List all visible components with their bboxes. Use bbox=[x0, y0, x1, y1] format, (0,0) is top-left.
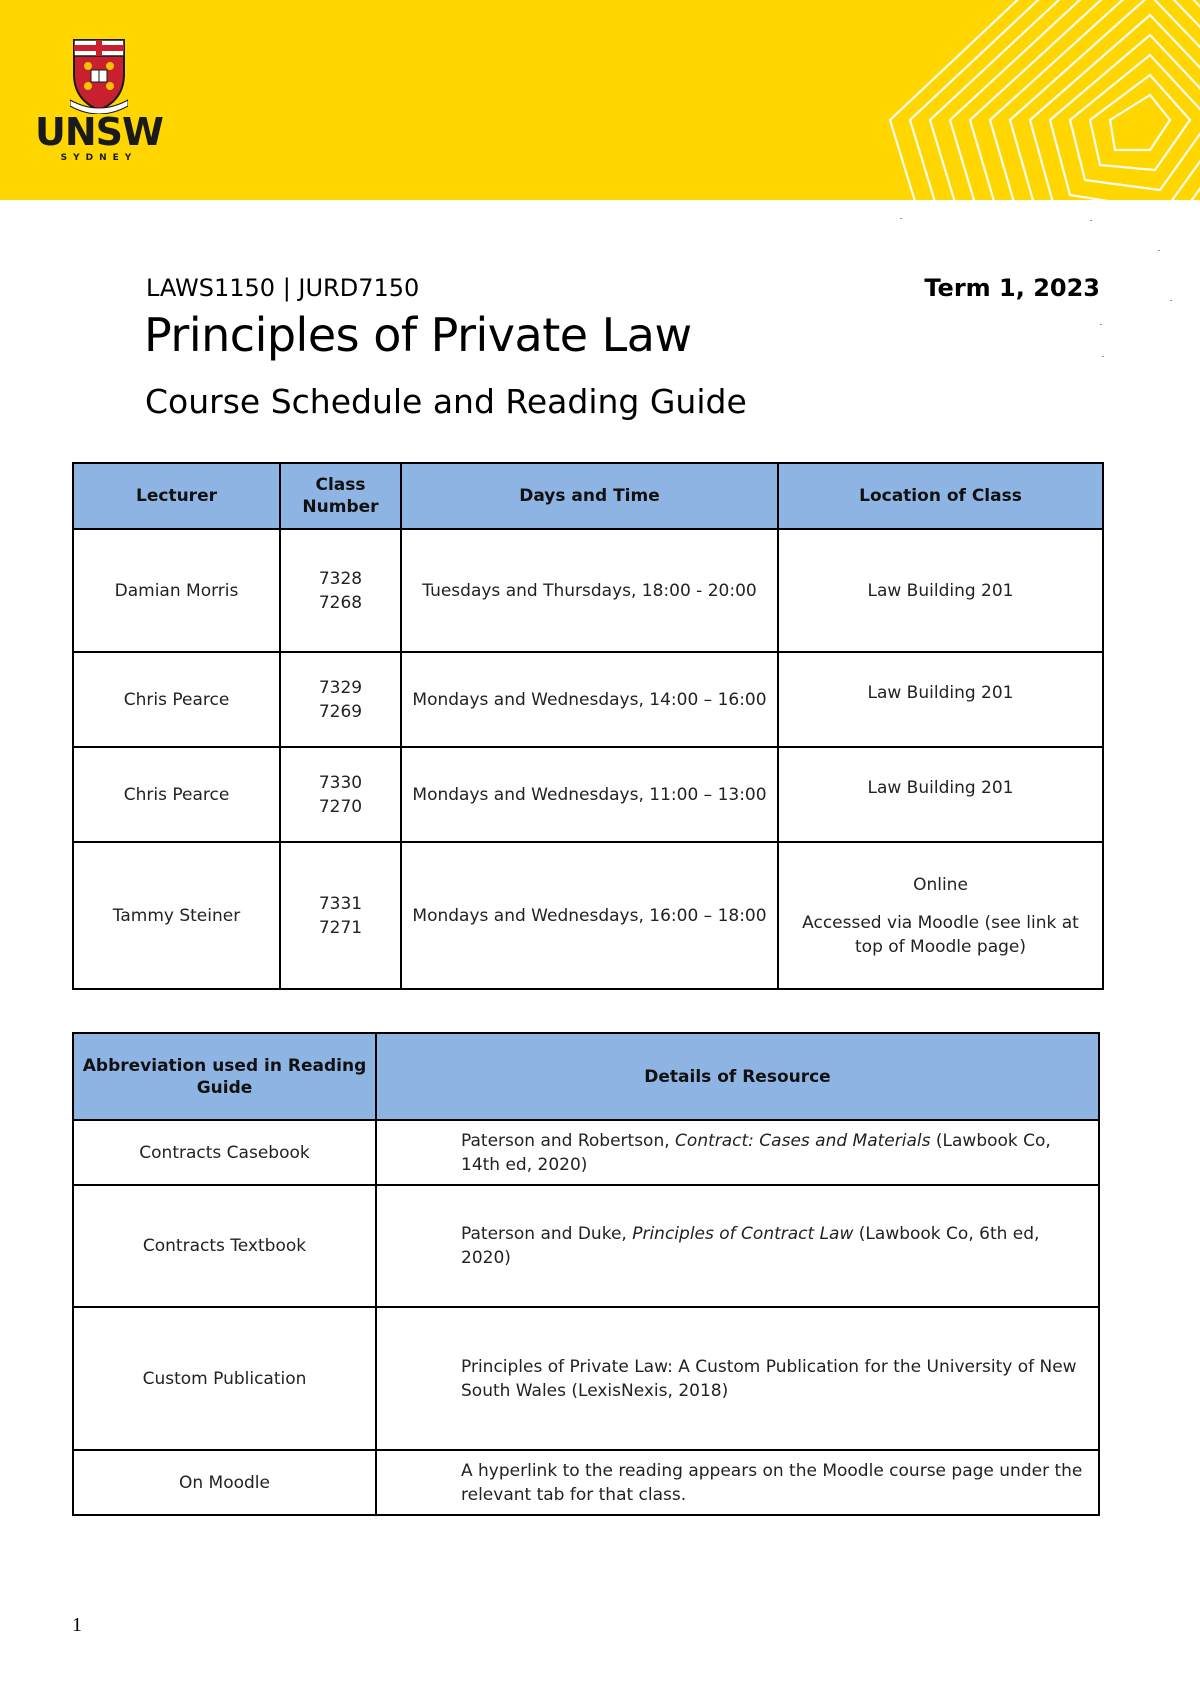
abbreviation-cell: Custom Publication bbox=[73, 1307, 376, 1450]
class-number-cell bbox=[280, 652, 401, 747]
class-number: 7270 bbox=[318, 796, 363, 817]
header-location: Location of Class bbox=[778, 463, 1103, 529]
location-cell: Law Building 201 bbox=[778, 747, 1103, 842]
details-text: (Lawbook Co, 6th ed, 2020) bbox=[461, 1224, 1040, 1268]
class-number-cell bbox=[280, 529, 401, 652]
table-row bbox=[73, 529, 1103, 652]
class-number: 7269 bbox=[318, 701, 363, 722]
abbreviation-cell: Contracts Casebook bbox=[73, 1120, 376, 1185]
class-number: 7328 bbox=[318, 568, 363, 589]
table-row bbox=[73, 1307, 1099, 1450]
location-cell bbox=[778, 842, 1103, 989]
course-term: Term 1, 2023 bbox=[924, 274, 1100, 302]
details-text: Paterson and Robertson, bbox=[461, 1130, 676, 1151]
details-text: Paterson and Duke, bbox=[461, 1224, 633, 1244]
details-text: (Lawbook Co, 14th ed, 2020) bbox=[461, 1130, 1051, 1175]
lecturer-cell: Tammy Steiner bbox=[73, 842, 280, 989]
header-banner bbox=[0, 0, 1200, 200]
schedule-header-row bbox=[73, 463, 1103, 529]
location-note: Accessed via Moodle (see link at top of Moodle page) bbox=[802, 912, 1079, 957]
lecturer-cell: Chris Pearce bbox=[73, 747, 280, 842]
resources-table bbox=[72, 1032, 1100, 1516]
abbreviation-cell: On Moodle bbox=[73, 1450, 376, 1515]
table-row bbox=[73, 1120, 1099, 1185]
logo-city: SYDNEY bbox=[60, 153, 138, 163]
details-text: A hyperlink to the reading appears on the Moodle course page under the relevant tab for that class. bbox=[461, 1460, 1083, 1505]
table-row bbox=[73, 1450, 1099, 1515]
page-number: 1 bbox=[72, 1614, 82, 1636]
class-number: 7331 bbox=[318, 893, 363, 914]
location-text: Online bbox=[913, 874, 968, 895]
days-time-cell: Tuesdays and Thursdays, 18:00 - 20:00 bbox=[401, 529, 778, 652]
days-time-cell: Mondays and Wednesdays, 11:00 – 13:00 bbox=[401, 747, 778, 842]
class-number-cell bbox=[280, 842, 401, 989]
days-time-cell: Mondays and Wednesdays, 14:00 – 16:00 bbox=[401, 652, 778, 747]
details-title: Principles of Contract Law bbox=[632, 1224, 854, 1244]
course-codes: LAWS1150 | JURD7150 bbox=[146, 274, 420, 302]
crest-icon bbox=[70, 34, 128, 114]
class-number: 7330 bbox=[318, 772, 363, 793]
lecturer-cell: Chris Pearce bbox=[73, 652, 280, 747]
geometric-pattern bbox=[820, 0, 1200, 200]
header-days-time: Days and Time bbox=[401, 463, 778, 529]
class-number: 7268 bbox=[318, 592, 363, 613]
header-abbreviation: Abbreviation used in Reading Guide bbox=[73, 1033, 376, 1120]
resources-header-row bbox=[73, 1033, 1099, 1120]
details-cell bbox=[376, 1120, 1099, 1185]
unsw-logo bbox=[34, 34, 164, 168]
schedule-table bbox=[72, 462, 1104, 990]
table-row bbox=[73, 747, 1103, 842]
page-title: Principles of Private Law bbox=[144, 308, 692, 362]
abbreviation-cell: Contracts Textbook bbox=[73, 1185, 376, 1307]
table-row bbox=[73, 652, 1103, 747]
location-cell: Law Building 201 bbox=[778, 652, 1103, 747]
header-class-number: Class Number bbox=[280, 463, 401, 529]
table-row bbox=[73, 842, 1103, 989]
details-text: Principles of Private Law: A Custom Publication for the University of New South Wales (LexisNexis, 2018) bbox=[461, 1356, 1077, 1401]
details-title: Contract: Cases and Materials bbox=[675, 1130, 931, 1151]
days-time-cell: Mondays and Wednesdays, 16:00 – 18:00 bbox=[401, 842, 778, 989]
lecturer-cell: Damian Morris bbox=[73, 529, 280, 652]
details-cell bbox=[376, 1450, 1099, 1515]
details-cell bbox=[376, 1185, 1099, 1307]
details-cell bbox=[376, 1307, 1099, 1450]
class-number: 7271 bbox=[318, 917, 363, 938]
class-number: 7329 bbox=[318, 677, 363, 698]
page-subtitle: Course Schedule and Reading Guide bbox=[145, 382, 747, 421]
header-details: Details of Resource bbox=[376, 1033, 1099, 1120]
location-cell: Law Building 201 bbox=[778, 529, 1103, 652]
table-row bbox=[73, 1185, 1099, 1307]
header-lecturer: Lecturer bbox=[73, 463, 280, 529]
logo-wordmark: UNSW bbox=[35, 110, 163, 154]
class-number-cell bbox=[280, 747, 401, 842]
